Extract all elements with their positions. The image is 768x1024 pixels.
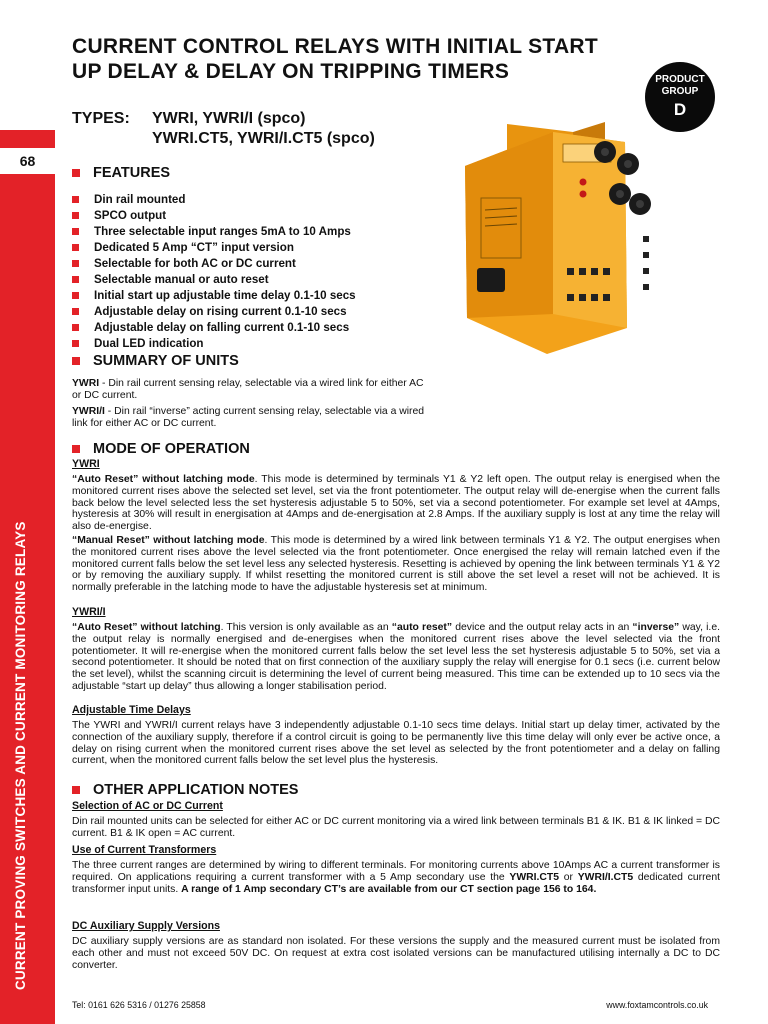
summary-ywrii-text: - Din rail “inverse” acting current sensing relay, selectable via a wired link for either AC or DC current.	[72, 406, 425, 429]
red-bullet-icon	[72, 244, 79, 251]
mode-ywri-subhead: YWRI	[72, 458, 100, 470]
summary-ywrii	[72, 406, 432, 430]
mode-delay-paragraph: The YWRI and YWRI/I current relays have 3 independently adjustable 0.1-10 secs time delays. Initial start up delay timer, activated by the connection of the auxiliary supply, therefore if a control circuit is going to be permanently live this time delay will only ever be active once, a delay on rising current when the monitored current rises above the set level as selected by the front potentiometer and a delay on falling current, when the monitored current falls below the set level plus the hysteresis.	[72, 720, 720, 767]
summary-ywrii-name: YWRI/I	[72, 406, 105, 417]
features-heading-text: FEATURES	[93, 165, 171, 181]
red-bullet-icon	[72, 292, 79, 299]
feature-item: Selectable manual or auto reset	[72, 271, 356, 287]
feature-item: Three selectable input ranges 5mA to 10 Amps	[72, 223, 356, 239]
mode-manual-lead: “Manual Reset” without latching mode	[72, 535, 265, 546]
summary-heading-text: SUMMARY OF UNITS	[93, 353, 239, 369]
red-bullet-icon	[72, 308, 79, 315]
notes-acdc-paragraph: Din rail mounted units can be selected for either AC or DC current monitoring via a wired link between terminals B1 & IK. B1 & IK linked = DC current. B1 & IK open = AC current.	[72, 816, 720, 839]
mode-heading	[72, 441, 250, 457]
feature-item: Dual LED indication	[72, 336, 356, 352]
types-block	[72, 109, 375, 149]
feature-item: Adjustable delay on rising current 0.1-10 secs	[72, 304, 356, 320]
mode-ywrii-subhead: YWRI/I	[72, 606, 106, 618]
feature-item: Din rail mounted	[72, 191, 356, 207]
red-bullet-icon	[72, 445, 80, 453]
red-bullet-icon	[72, 324, 79, 331]
features-heading	[72, 165, 170, 181]
mode-manual-text: . This mode is determined by a wired link between terminals Y1 & Y2. The output energises when the monitored current rises above the level selected via the front potentiometer. Once energised the relay will remain latched even if the monitored current falls below the set level less any selected hysteresis. Resetting is achieved by opening the link between terminals Y1 & Y2 or by removing the auxiliary supply. If whilst resetting the monitored current is still above the set level a reset will not be achieved. It is normally preferable in the latching mode to have the adjustable hysteresis set at minimum.	[72, 535, 720, 594]
product-group-letter: D	[673, 100, 687, 119]
title-line-1: CURRENT CONTROL RELAYS WITH INITIAL START	[72, 35, 599, 58]
notes-dc-subhead: DC Auxiliary Supply Versions	[72, 920, 220, 932]
mode-manual-reset-paragraph	[72, 535, 720, 594]
red-bullet-icon	[72, 196, 79, 203]
sidebar-vertical-title: CURRENT PROVING SWITCHES AND CURRENT MONITORING RELAYS	[13, 521, 28, 990]
red-bullet-icon	[72, 276, 79, 283]
feature-item: Initial start up adjustable time delay 0.1-10 secs	[72, 288, 356, 304]
product-group-label-1: PRODUCT	[655, 74, 705, 85]
notes-ct-subhead: Use of Current Transformers	[72, 844, 217, 856]
types-line-1: YWRI, YWRI/I (spco)	[152, 110, 306, 127]
mode-auto-reset-paragraph	[72, 474, 720, 533]
summary-ywri-name: YWRI	[72, 378, 100, 389]
summary-ywri	[72, 378, 432, 402]
feature-item: Dedicated 5 Amp “CT” input version	[72, 239, 356, 255]
mode-heading-text: MODE OF OPERATION	[93, 441, 250, 457]
footer-telephone: Tel: 0161 626 5316 / 01276 25858	[72, 1000, 206, 1010]
left-sidebar	[0, 0, 55, 1024]
notes-heading-text: OTHER APPLICATION NOTES	[93, 782, 299, 798]
feature-item: Selectable for both AC or DC current	[72, 255, 356, 271]
red-bullet-icon	[72, 228, 79, 235]
notes-ct-paragraph: The three current ranges are determined by wiring to different terminals. For monitoring currents above 10Amps AC a current transformer is required. On applications requiring a current transformer with a 5 Amp secondary use the YWRI.CT5 or YWRI/I.CT5 dedicated current transformer input units. A range of 1 Amp secondary CT’s are available from our CT section page 156 to 164.	[72, 860, 720, 895]
relay-product-image	[455, 118, 670, 358]
summary-ywri-text: - Din rail current sensing relay, selectable via a wired link for either AC or DC current.	[72, 378, 424, 401]
red-bullet-icon	[72, 357, 80, 365]
mode-auto-lead: “Auto Reset” without latching mode	[72, 474, 255, 485]
mode-inverse-paragraph: “Auto Reset” without latching. This version is only available as an “auto reset” device and the output relay acts in an “inverse” way, i.e. the output relay is normally energised and de-energises when the monitored current rises above the level selected via the front potentiometer. It will re-energise when the monitored current falls below the set level less the set hysteresis adjustable 5 to 50%, set via a second potentiometer. It should be noted that on first connection of the auxiliary supply the relay will energise for 0.1 secs (i.e. current below the set level), whilst the scanning circuit is determining the level of current being measured. This time can be extended up to 10 secs via the adjustable “start up delay” thus allowing a longer stabilisation period.	[72, 622, 720, 692]
mode-auto-text: . This mode is determined by terminals Y1 & Y2 left open. The output relay is energised when the monitored current rises above the selected set level, set via the front potentiometer. The output relay will de-energise when the current falls back below the level selected less the set hysteresis adjustable 5 to 50%, set via a second potentiometer. For example set level at 4Amps, hysteresis at 30% will result in energisation at 4Amps and de-energisation at 2.8 Amps. If the auxiliary supply is lost at any time the relay will also de-energise.	[72, 474, 720, 533]
red-bullet-icon	[72, 340, 79, 347]
footer-website[interactable]: www.foxtamcontrols.co.uk	[606, 1000, 708, 1010]
types-label: TYPES:	[72, 110, 130, 127]
feature-item: SPCO output	[72, 207, 356, 223]
notes-dc-paragraph: DC auxiliary supply versions are as standard non isolated. For these versions the supply and the measured current must be isolated from each other and must not exceed 50V DC. On request at extra cost isolated versions can be manufactured utilising internally a DC to DC converter.	[72, 936, 720, 971]
summary-heading	[72, 353, 239, 369]
title-line-2: UP DELAY & DELAY ON TRIPPING TIMERS	[72, 60, 510, 83]
types-line-2: YWRI.CT5, YWRI/I.CT5 (spco)	[152, 130, 375, 147]
feature-item: Adjustable delay on falling current 0.1-10 secs	[72, 320, 356, 336]
product-group-label-2: GROUP	[661, 86, 699, 97]
mode-delay-subhead: Adjustable Time Delays	[72, 704, 191, 716]
features-list	[72, 191, 356, 352]
red-bullet-icon	[72, 786, 80, 794]
red-bullet-icon	[72, 260, 79, 267]
notes-heading	[72, 782, 298, 798]
red-bullet-icon	[72, 169, 80, 177]
page-number: 68	[0, 148, 55, 174]
notes-acdc-subhead: Selection of AC or DC Current	[72, 800, 223, 812]
page-title	[72, 34, 692, 84]
red-bullet-icon	[72, 212, 79, 219]
